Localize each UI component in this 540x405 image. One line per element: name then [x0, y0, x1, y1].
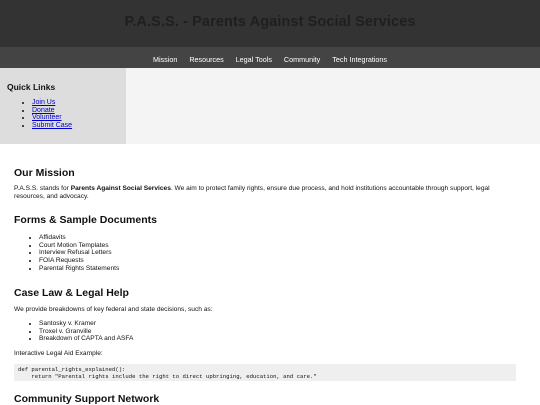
quick-link-submit-case[interactable]: Submit Case — [32, 122, 73, 130]
nav-community[interactable]: Community — [283, 54, 321, 64]
list-item: • FOIA Requests — [39, 257, 119, 265]
site-header — [0, 0, 540, 47]
quick-links-sidebar — [0, 68, 126, 144]
nav-legal-tools[interactable]: Legal Tools — [235, 54, 272, 64]
mission-text — [14, 185, 514, 202]
list-item: • Santosky v. Kramer — [39, 320, 133, 328]
main-nav — [0, 47, 540, 68]
list-item: • Affidavits — [39, 234, 119, 242]
nav-mission[interactable]: Mission — [152, 54, 178, 64]
code-example — [14, 364, 516, 381]
caselaw-heading: Case Law & Legal Help — [14, 287, 129, 299]
code-line: def parental_rights_explained(): — [18, 366, 126, 373]
mission-text-bold: Parents Against Social Services — [70, 185, 171, 192]
mission-text-prefix: P.A.S.S. stands for — [14, 185, 71, 192]
list-item: • Interview Refusal Letters — [39, 249, 119, 257]
mission-heading: Our Mission — [14, 167, 75, 179]
nav-resources[interactable]: Resources — [189, 54, 224, 64]
list-item: • Breakdown of CAPTA and ASFA — [39, 335, 133, 343]
caselaw-list — [30, 320, 133, 343]
caselaw-intro: We provide breakdowns of key federal and state decisions, such as: — [14, 306, 213, 313]
mission-text-suffix: . We aim to protect family rights, ensure due process, and hold institutions accountable through support, legal resources, and advocacy. — [14, 185, 490, 201]
quick-link-volunteer[interactable]: Volunteer — [32, 114, 62, 122]
list-item: • Parental Rights Statements — [39, 265, 119, 273]
forms-list — [30, 234, 119, 273]
list-item: • Troxel v. Granville — [39, 328, 133, 336]
nav-tech-integrations[interactable]: Tech Integrations — [332, 54, 388, 64]
list-item: • Court Motion Templates — [39, 242, 119, 250]
code-line: return "Parental rights include the right to direct upbringing, education, and care." — [18, 372, 317, 380]
community-heading: Community Support Network — [14, 393, 160, 405]
quick-link-join-us[interactable]: Join Us — [32, 99, 56, 106]
quick-link-donate[interactable]: Donate — [32, 106, 55, 114]
legal-aid-example-label: Interactive Legal Aid Example: — [14, 350, 103, 357]
site-title: P.A.S.S. - Parents Against Social Services — [124, 14, 416, 30]
forms-heading: Forms & Sample Documents — [14, 214, 157, 226]
quick-links-title: Quick Links — [7, 82, 56, 92]
